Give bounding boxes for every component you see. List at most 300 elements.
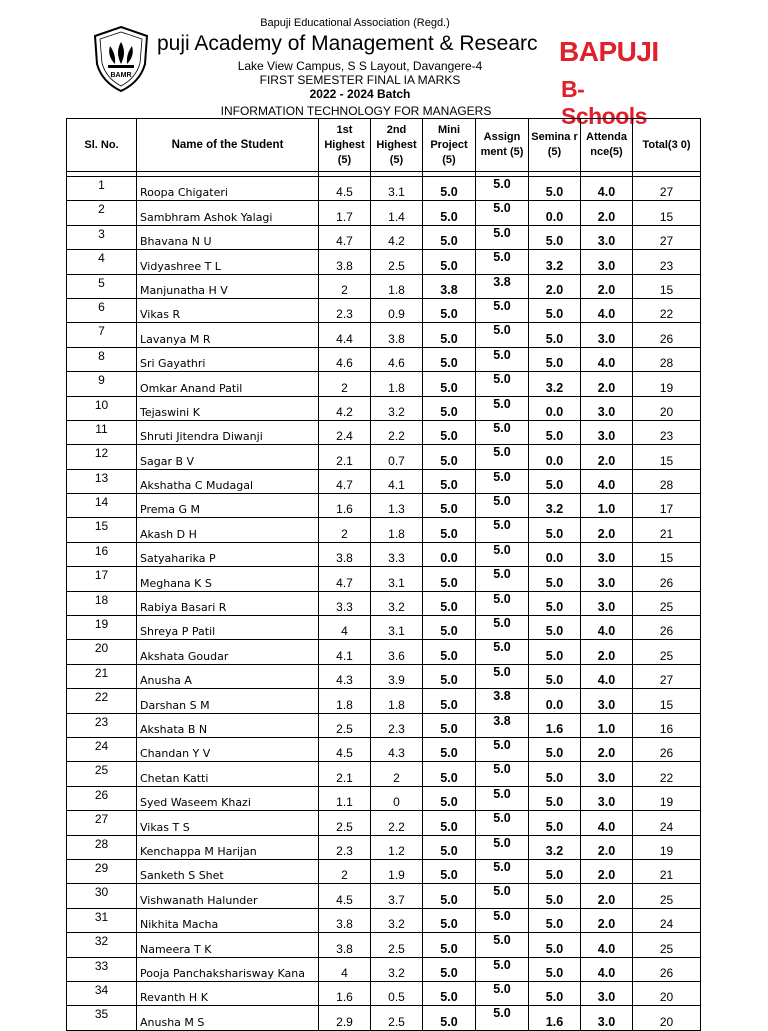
student-name-cell: Sanketh S Shet <box>137 859 319 883</box>
mini-project-cell: 5.0 <box>423 835 476 859</box>
sl-no-cell: 17 <box>67 567 137 591</box>
table-row <box>67 713 701 737</box>
assignment-cell: 3.8 <box>476 713 529 737</box>
second-highest-cell: 3.1 <box>371 567 423 591</box>
second-highest-cell: 3.9 <box>371 664 423 688</box>
assignment-cell: 3.8 <box>476 274 529 298</box>
brand-line-1: BAPUJI <box>559 36 659 67</box>
sl-no-cell: 9 <box>67 372 137 396</box>
attendance-cell: 4.0 <box>581 933 633 957</box>
batch-label: 2022 - 2024 Batch <box>309 87 411 101</box>
seminar-cell: 5.0 <box>529 177 581 201</box>
seminar-cell: 5.0 <box>529 811 581 835</box>
seminar-cell: 3.2 <box>529 494 581 518</box>
first-highest-cell: 3.8 <box>319 542 371 566</box>
mini-project-cell: 5.0 <box>423 469 476 493</box>
student-name-cell: Lavanya M R <box>137 323 319 347</box>
table-row <box>67 201 701 225</box>
sl-no-cell: 22 <box>67 689 137 713</box>
mini-project-cell: 5.0 <box>423 640 476 664</box>
table-row <box>67 298 701 322</box>
table-row <box>67 177 701 201</box>
assignment-cell: 5.0 <box>476 323 529 347</box>
brand-line-2: B-Schools <box>561 76 647 129</box>
sl-no-cell: 32 <box>67 933 137 957</box>
seminar-cell: 5.0 <box>529 640 581 664</box>
total-cell: 23 <box>633 420 701 444</box>
table-header-row <box>67 119 701 172</box>
table-row <box>67 420 701 444</box>
assignment-cell: 5.0 <box>476 518 529 542</box>
first-highest-cell: 2 <box>319 274 371 298</box>
assignment-cell: 5.0 <box>476 884 529 908</box>
second-highest-cell: 3.1 <box>371 177 423 201</box>
student-name-cell: Chetan Katti <box>137 762 319 786</box>
table-row <box>67 396 701 420</box>
total-cell: 15 <box>633 201 701 225</box>
sl-no-cell: 15 <box>67 518 137 542</box>
sl-no-cell: 14 <box>67 494 137 518</box>
sl-no-cell: 26 <box>67 786 137 810</box>
sl-no-cell: 30 <box>67 884 137 908</box>
sl-no-cell: 21 <box>67 664 137 688</box>
first-highest-cell: 4.2 <box>319 396 371 420</box>
mini-project-cell: 5.0 <box>423 494 476 518</box>
student-name-cell: Syed Waseem Khazi <box>137 786 319 810</box>
assignment-cell: 5.0 <box>476 933 529 957</box>
total-cell: 15 <box>633 542 701 566</box>
total-cell: 25 <box>633 640 701 664</box>
sl-no-cell: 7 <box>67 323 137 347</box>
attendance-cell: 3.0 <box>581 542 633 566</box>
first-highest-cell: 1.6 <box>319 981 371 1005</box>
mini-project-cell: 5.0 <box>423 762 476 786</box>
second-highest-cell: 3.6 <box>371 640 423 664</box>
total-cell: 24 <box>633 811 701 835</box>
student-name-cell: Akshata Goudar <box>137 640 319 664</box>
seminar-cell: 0.0 <box>529 689 581 713</box>
first-highest-cell: 4.1 <box>319 640 371 664</box>
assignment-cell: 5.0 <box>476 591 529 615</box>
sl-no-cell: 24 <box>67 737 137 761</box>
table-row <box>67 762 701 786</box>
sl-no-cell: 34 <box>67 981 137 1005</box>
sl-no-cell: 16 <box>67 542 137 566</box>
attendance-cell: 4.0 <box>581 616 633 640</box>
seminar-cell: 0.0 <box>529 542 581 566</box>
assignment-cell: 5.0 <box>476 859 529 883</box>
student-name-cell: Akshata B N <box>137 713 319 737</box>
total-cell: 17 <box>633 494 701 518</box>
mini-project-cell: 5.0 <box>423 177 476 201</box>
assignment-cell: 5.0 <box>476 250 529 274</box>
second-highest-cell: 4.6 <box>371 347 423 371</box>
table-row <box>67 372 701 396</box>
first-highest-cell: 2.5 <box>319 811 371 835</box>
col-header-total: Total(3 0) <box>633 119 701 172</box>
sl-no-cell: 12 <box>67 445 137 469</box>
attendance-cell: 2.0 <box>581 908 633 932</box>
table-row <box>67 445 701 469</box>
col-header-sl-no: Sl. No. <box>67 119 137 172</box>
total-cell: 23 <box>633 250 701 274</box>
student-name-cell: Kenchappa M Harijan <box>137 835 319 859</box>
mini-project-cell: 5.0 <box>423 737 476 761</box>
first-highest-cell: 1.1 <box>319 786 371 810</box>
assignment-cell: 5.0 <box>476 177 529 201</box>
second-highest-cell: 3.8 <box>371 323 423 347</box>
seminar-cell: 5.0 <box>529 298 581 322</box>
first-highest-cell: 3.8 <box>319 933 371 957</box>
table-row <box>67 323 701 347</box>
student-name-cell: Omkar Anand Patil <box>137 372 319 396</box>
first-highest-cell: 2.5 <box>319 713 371 737</box>
mini-project-cell: 5.0 <box>423 713 476 737</box>
student-name-cell: Shreya P Patil <box>137 616 319 640</box>
student-name-cell: Chandan Y V <box>137 737 319 761</box>
first-highest-cell: 2.9 <box>319 1006 371 1030</box>
mini-project-cell: 5.0 <box>423 884 476 908</box>
assignment-cell: 5.0 <box>476 494 529 518</box>
sl-no-cell: 33 <box>67 957 137 981</box>
second-highest-cell: 3.2 <box>371 908 423 932</box>
second-highest-cell: 3.2 <box>371 591 423 615</box>
student-name-cell: Revanth H K <box>137 981 319 1005</box>
seminar-cell: 5.0 <box>529 981 581 1005</box>
table-row <box>67 542 701 566</box>
first-highest-cell: 2.1 <box>319 445 371 469</box>
student-name-cell: Anusha M S <box>137 1006 319 1030</box>
first-highest-cell: 2.1 <box>319 762 371 786</box>
attendance-cell: 2.0 <box>581 274 633 298</box>
second-highest-cell: 3.7 <box>371 884 423 908</box>
mini-project-cell: 5.0 <box>423 689 476 713</box>
mini-project-cell: 5.0 <box>423 298 476 322</box>
table-row <box>67 616 701 640</box>
total-cell: 24 <box>633 908 701 932</box>
table-row <box>67 640 701 664</box>
attendance-cell: 3.0 <box>581 981 633 1005</box>
sl-no-cell: 35 <box>67 1006 137 1030</box>
assignment-cell: 5.0 <box>476 372 529 396</box>
mini-project-cell: 5.0 <box>423 250 476 274</box>
seminar-cell: 5.0 <box>529 225 581 249</box>
seminar-cell: 5.0 <box>529 420 581 444</box>
subject-name: INFORMATION TECHNOLOGY FOR MANAGERS <box>220 104 492 118</box>
table-row <box>67 591 701 615</box>
attendance-cell: 4.0 <box>581 469 633 493</box>
mini-project-cell: 5.0 <box>423 1006 476 1030</box>
table-row <box>67 957 701 981</box>
first-highest-cell: 4 <box>319 957 371 981</box>
student-name-cell: Manjunatha H V <box>137 274 319 298</box>
attendance-cell: 2.0 <box>581 640 633 664</box>
mini-project-cell: 5.0 <box>423 591 476 615</box>
campus-address: Lake View Campus, S S Layout, Davangere-4 <box>237 59 483 73</box>
assignment-cell: 5.0 <box>476 347 529 371</box>
seminar-cell: 0.0 <box>529 201 581 225</box>
table-row <box>67 664 701 688</box>
table-row <box>67 494 701 518</box>
second-highest-cell: 1.8 <box>371 274 423 298</box>
total-cell: 15 <box>633 445 701 469</box>
marks-table <box>66 118 701 1031</box>
attendance-cell: 3.0 <box>581 762 633 786</box>
mini-project-cell: 5.0 <box>423 372 476 396</box>
first-highest-cell: 4.7 <box>319 567 371 591</box>
first-highest-cell: 4.3 <box>319 664 371 688</box>
seminar-cell: 3.2 <box>529 835 581 859</box>
mini-project-cell: 5.0 <box>423 957 476 981</box>
first-highest-cell: 1.8 <box>319 689 371 713</box>
seminar-cell: 0.0 <box>529 396 581 420</box>
seminar-cell: 5.0 <box>529 347 581 371</box>
assignment-cell: 5.0 <box>476 640 529 664</box>
sl-no-cell: 25 <box>67 762 137 786</box>
seminar-cell: 1.6 <box>529 1006 581 1030</box>
assignment-cell: 5.0 <box>476 981 529 1005</box>
sl-no-cell: 13 <box>67 469 137 493</box>
attendance-cell: 3.0 <box>581 225 633 249</box>
attendance-cell: 4.0 <box>581 177 633 201</box>
student-name-cell: Shruti Jitendra Diwanji <box>137 420 319 444</box>
sl-no-cell: 19 <box>67 616 137 640</box>
attendance-cell: 1.0 <box>581 494 633 518</box>
attendance-cell: 1.0 <box>581 713 633 737</box>
first-highest-cell: 2 <box>319 372 371 396</box>
seminar-cell: 2.0 <box>529 274 581 298</box>
seminar-cell: 5.0 <box>529 737 581 761</box>
second-highest-cell: 2 <box>371 762 423 786</box>
seminar-cell: 5.0 <box>529 957 581 981</box>
second-highest-cell: 4.1 <box>371 469 423 493</box>
attendance-cell: 3.0 <box>581 786 633 810</box>
second-highest-cell: 2.5 <box>371 250 423 274</box>
assignment-cell: 5.0 <box>476 737 529 761</box>
first-highest-cell: 2.3 <box>319 298 371 322</box>
seminar-cell: 0.0 <box>529 445 581 469</box>
total-cell: 27 <box>633 225 701 249</box>
sl-no-cell: 28 <box>67 835 137 859</box>
mini-project-cell: 5.0 <box>423 445 476 469</box>
second-highest-cell: 2.3 <box>371 713 423 737</box>
sl-no-cell: 29 <box>67 859 137 883</box>
first-highest-cell: 4.7 <box>319 225 371 249</box>
table-row <box>67 884 701 908</box>
seminar-cell: 1.6 <box>529 713 581 737</box>
student-name-cell: Darshan S M <box>137 689 319 713</box>
total-cell: 15 <box>633 274 701 298</box>
first-highest-cell: 4.5 <box>319 737 371 761</box>
col-header-2nd-highest: 2nd Highest (5) <box>371 119 423 172</box>
attendance-cell: 2.0 <box>581 445 633 469</box>
total-cell: 20 <box>633 981 701 1005</box>
total-cell: 27 <box>633 177 701 201</box>
mini-project-cell: 5.0 <box>423 933 476 957</box>
second-highest-cell: 3.2 <box>371 396 423 420</box>
attendance-cell: 4.0 <box>581 811 633 835</box>
attendance-cell: 4.0 <box>581 664 633 688</box>
total-cell: 27 <box>633 664 701 688</box>
col-header-1st-highest: 1st Highest (5) <box>319 119 371 172</box>
seal-text: BAMR <box>110 72 132 79</box>
mini-project-cell: 5.0 <box>423 981 476 1005</box>
total-cell: 26 <box>633 323 701 347</box>
total-cell: 20 <box>633 1006 701 1030</box>
total-cell: 19 <box>633 372 701 396</box>
seminar-cell: 5.0 <box>529 884 581 908</box>
student-name-cell: Akshatha C Mudagal <box>137 469 319 493</box>
total-cell: 22 <box>633 298 701 322</box>
assignment-cell: 5.0 <box>476 445 529 469</box>
seminar-cell: 3.2 <box>529 372 581 396</box>
table-row <box>67 567 701 591</box>
attendance-cell: 2.0 <box>581 372 633 396</box>
mini-project-cell: 5.0 <box>423 518 476 542</box>
assignment-cell: 5.0 <box>476 786 529 810</box>
attendance-cell: 3.0 <box>581 396 633 420</box>
sl-no-cell: 11 <box>67 420 137 444</box>
sl-no-cell: 20 <box>67 640 137 664</box>
total-cell: 26 <box>633 737 701 761</box>
second-highest-cell: 0.7 <box>371 445 423 469</box>
attendance-cell: 4.0 <box>581 957 633 981</box>
second-highest-cell: 0.5 <box>371 981 423 1005</box>
seminar-cell: 5.0 <box>529 616 581 640</box>
attendance-cell: 2.0 <box>581 518 633 542</box>
first-highest-cell: 4.4 <box>319 323 371 347</box>
sl-no-cell: 23 <box>67 713 137 737</box>
second-highest-cell: 2.2 <box>371 811 423 835</box>
first-highest-cell: 3.8 <box>319 250 371 274</box>
second-highest-cell: 1.8 <box>371 518 423 542</box>
student-name-cell: Anusha A <box>137 664 319 688</box>
table-row <box>67 347 701 371</box>
assignment-cell: 5.0 <box>476 957 529 981</box>
seminar-cell: 5.0 <box>529 933 581 957</box>
student-name-cell: Akash D H <box>137 518 319 542</box>
table-row <box>67 274 701 298</box>
total-cell: 26 <box>633 567 701 591</box>
attendance-cell: 3.0 <box>581 1006 633 1030</box>
seminar-cell: 3.2 <box>529 250 581 274</box>
seminar-cell: 5.0 <box>529 664 581 688</box>
sl-no-cell: 1 <box>67 177 137 201</box>
attendance-cell: 2.0 <box>581 201 633 225</box>
total-cell: 15 <box>633 689 701 713</box>
col-header-seminar: Semina r (5) <box>529 119 581 172</box>
attendance-cell: 2.0 <box>581 835 633 859</box>
marks-table-body <box>67 172 701 1031</box>
bapuji-bschools-logo <box>559 36 659 129</box>
col-header-attendance: Attenda nce(5) <box>581 119 633 172</box>
institute-name: puji Academy of Management & Researc <box>157 32 538 55</box>
table-row <box>67 908 701 932</box>
mini-project-cell: 5.0 <box>423 323 476 347</box>
total-cell: 26 <box>633 616 701 640</box>
attendance-cell: 4.0 <box>581 298 633 322</box>
total-cell: 25 <box>633 933 701 957</box>
first-highest-cell: 3.8 <box>319 908 371 932</box>
first-highest-cell: 4.7 <box>319 469 371 493</box>
total-cell: 20 <box>633 396 701 420</box>
second-highest-cell: 0.9 <box>371 298 423 322</box>
col-header-mini-project: Mini Project (5) <box>423 119 476 172</box>
assignment-cell: 5.0 <box>476 469 529 493</box>
attendance-cell: 3.0 <box>581 323 633 347</box>
attendance-cell: 2.0 <box>581 884 633 908</box>
student-name-cell: Sri Gayathri <box>137 347 319 371</box>
student-name-cell: Nikhita Macha <box>137 908 319 932</box>
student-name-cell: Rabiya Basari R <box>137 591 319 615</box>
mini-project-cell: 5.0 <box>423 908 476 932</box>
total-cell: 25 <box>633 884 701 908</box>
table-row <box>67 835 701 859</box>
mini-project-cell: 5.0 <box>423 420 476 444</box>
first-highest-cell: 4 <box>319 616 371 640</box>
assignment-cell: 5.0 <box>476 664 529 688</box>
table-row <box>67 250 701 274</box>
second-highest-cell: 1.8 <box>371 372 423 396</box>
total-cell: 28 <box>633 469 701 493</box>
association-name: Bapuji Educational Association (Regd.) <box>260 17 450 29</box>
mini-project-cell: 5.0 <box>423 811 476 835</box>
second-highest-cell: 1.3 <box>371 494 423 518</box>
seminar-cell: 5.0 <box>529 518 581 542</box>
sl-no-cell: 6 <box>67 298 137 322</box>
student-name-cell: Nameera T K <box>137 933 319 957</box>
total-cell: 28 <box>633 347 701 371</box>
table-row <box>67 737 701 761</box>
assignment-cell: 5.0 <box>476 616 529 640</box>
table-row <box>67 786 701 810</box>
second-highest-cell: 4.2 <box>371 225 423 249</box>
total-cell: 22 <box>633 762 701 786</box>
first-highest-cell: 2 <box>319 859 371 883</box>
assignment-cell: 5.0 <box>476 225 529 249</box>
col-header-student-name: Name of the Student <box>137 119 319 172</box>
mini-project-cell: 5.0 <box>423 225 476 249</box>
total-cell: 19 <box>633 786 701 810</box>
assignment-cell: 5.0 <box>476 396 529 420</box>
mini-project-cell: 5.0 <box>423 786 476 810</box>
second-highest-cell: 0 <box>371 786 423 810</box>
sl-no-cell: 4 <box>67 250 137 274</box>
table-row <box>67 859 701 883</box>
seminar-cell: 5.0 <box>529 859 581 883</box>
total-cell: 19 <box>633 835 701 859</box>
seminar-cell: 5.0 <box>529 762 581 786</box>
assignment-cell: 5.0 <box>476 201 529 225</box>
total-cell: 25 <box>633 591 701 615</box>
attendance-cell: 3.0 <box>581 591 633 615</box>
student-name-cell: Bhavana N U <box>137 225 319 249</box>
col-header-assignment: Assign ment (5) <box>476 119 529 172</box>
table-row <box>67 518 701 542</box>
sl-no-cell: 5 <box>67 274 137 298</box>
second-highest-cell: 3.1 <box>371 616 423 640</box>
mini-project-cell: 5.0 <box>423 567 476 591</box>
second-highest-cell: 2.5 <box>371 933 423 957</box>
attendance-cell: 2.0 <box>581 859 633 883</box>
student-name-cell: Vidyashree T L <box>137 250 319 274</box>
sl-no-cell: 31 <box>67 908 137 932</box>
first-highest-cell: 4.5 <box>319 177 371 201</box>
second-highest-cell: 2.5 <box>371 1006 423 1030</box>
seminar-cell: 5.0 <box>529 567 581 591</box>
total-cell: 16 <box>633 713 701 737</box>
assignment-cell: 5.0 <box>476 762 529 786</box>
